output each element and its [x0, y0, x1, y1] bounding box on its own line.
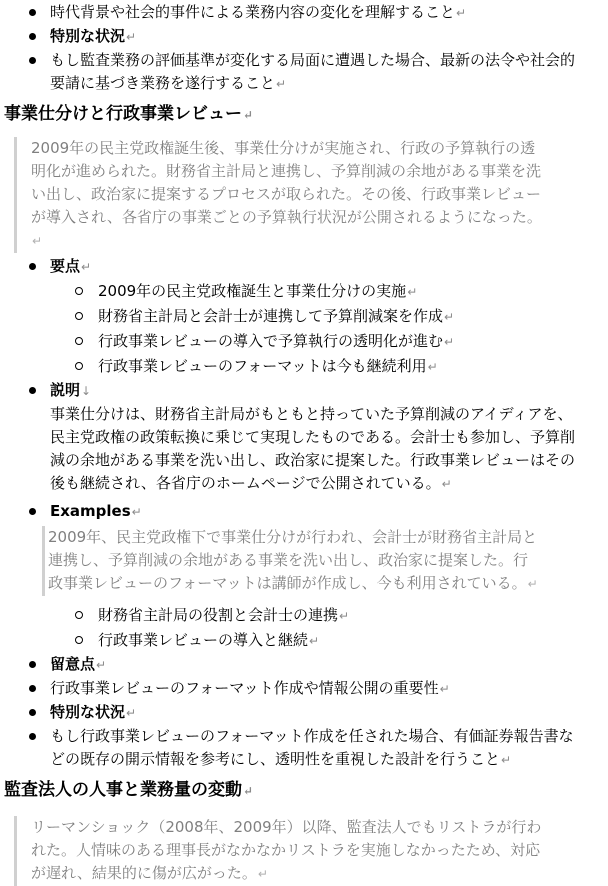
paragraph-mark-icon: ↵ [439, 682, 450, 696]
explanation-label: 説明 [50, 381, 81, 399]
paragraph-mark-icon: ↵ [126, 706, 137, 720]
blockquote: リーマンショック（2008年、2009年）以降、監査法人でもリストラが行われた。人情味のある理事長がなかなかリストラを実施しなかったため、対応が遅れ、結果的に傷が広がった。↵ [14, 816, 551, 886]
paragraph-mark-icon: ↵ [81, 260, 92, 274]
paragraph-mark-icon: ↵ [501, 753, 512, 767]
paragraph-mark-icon: ↵ [96, 658, 107, 672]
paragraph-mark-icon: ↵ [339, 609, 350, 623]
blockquote: 2009年の民主党政権誕生後、事業仕分けが実施され、行政の予算執行の透明化が進められた。財務省主計局と連携し、予算削減の余地がある事業を洗い出し、政治家に提案するプロセスが取られた。その後、行政事業レビューが導入され、各省庁の事業ごとの予算執行状況が公開されるようになった。↵ [14, 137, 543, 253]
section0-list [0, 1, 608, 96]
bullet-text: 時代背景や社会的事件による業務内容の変化を理解すること [50, 3, 456, 21]
notes-label: 留意点 [50, 655, 96, 673]
list-item [0, 725, 580, 772]
special-text: もし監査業務の評価基準が変化する局面に遭遇した場合、最新の法令や社会的要請に基づき業務を遂行すること [50, 51, 576, 92]
paragraph-mark-icon: ↵ [243, 784, 254, 798]
section1-list [0, 255, 608, 524]
sub-list-item: 財務省主計局と会計士が連携して予算削減案を作成↵ [0, 304, 608, 329]
paragraph-mark-icon: ↵ [527, 577, 538, 591]
list-item: 行政事業レビューのフォーマット作成や情報公開の重要性↵ [0, 677, 608, 701]
sub-list-item: 2009年の民主党政権誕生と事業仕分けの実施↵ [0, 279, 608, 304]
list-item [0, 653, 608, 677]
paragraph-mark-icon: ↵ [444, 335, 455, 349]
examples-label: Examples [50, 502, 131, 520]
paragraph-mark-icon: ↵ [441, 477, 452, 491]
list-item-examples [0, 500, 608, 524]
points-label: 要点 [50, 257, 81, 275]
sub-list-item: 財務省主計局の役割と会計士の連携↵ [0, 603, 608, 628]
list-item [0, 25, 608, 49]
sub-list-item: 行政事業レビューのフォーマットは今も継続利用↵ [0, 354, 608, 379]
paragraph-mark-icon: ↵ [243, 108, 254, 122]
paragraph-mark-icon: ↵ [444, 310, 455, 324]
paragraph-mark-icon: ↵ [407, 285, 418, 299]
points-sublist [0, 279, 608, 379]
sub-list-item: 行政事業レビューの導入で予算執行の透明化が進む↵ [0, 329, 608, 354]
sub-list-item: 行政事業レビューの導入と継続↵ [0, 628, 608, 653]
paragraph-mark-icon: ↵ [126, 30, 137, 44]
list-item [0, 701, 608, 725]
list-item-explanation [0, 379, 582, 496]
special-label: 特別な状況 [50, 27, 126, 45]
explanation-text: 事業仕分けは、財務省主計局がもともと持っていた予算削減のアイディアを、民主党政権の政策転換に乗じて実現したものである。会計士も参加し、予算削減の余地がある事業を洗い出し、政治家に提案した。行政事業レビューはその後も継続され、各省庁のホームページで公開されている。 [50, 405, 576, 492]
paragraph-mark-icon: ↵ [427, 360, 438, 374]
paragraph-mark-icon: ↵ [309, 634, 320, 648]
examples-sublist [0, 603, 608, 653]
paragraph-mark-icon: ↵ [257, 867, 268, 881]
line-break-icon: ↓ [81, 384, 92, 398]
paragraph-mark-icon: ↵ [276, 77, 287, 91]
paragraph-mark-icon: ↵ [456, 6, 467, 20]
section-heading: 監査法人の人事と業務量の変動↵ [4, 780, 254, 800]
section-heading: 事業仕分けと行政事業レビュー↵ [4, 104, 254, 124]
special-label: 特別な状況 [50, 703, 126, 721]
list-item [0, 49, 580, 96]
example-blockquote: 2009年、民主党政権下で事業仕分けが行われ、会計士が財務省主計局と連携し、予算削減の余地がある事業を洗い出し、政治家に提案した。行政事業レビューのフォーマットは講師が作成し、今も利用されている。↵ [48, 526, 538, 596]
paragraph-mark-icon: ↵ [131, 505, 142, 519]
paragraph-mark-icon: ↵ [32, 234, 43, 248]
list-item [0, 1, 608, 25]
section1-notes-list [0, 653, 608, 772]
list-item-points [0, 255, 608, 379]
special-text: もし行政事業レビューのフォーマット作成を任された場合、有価証券報告書などの既存の開示情報を参考にし、透明性を重視した設計を行うこと [50, 727, 574, 768]
